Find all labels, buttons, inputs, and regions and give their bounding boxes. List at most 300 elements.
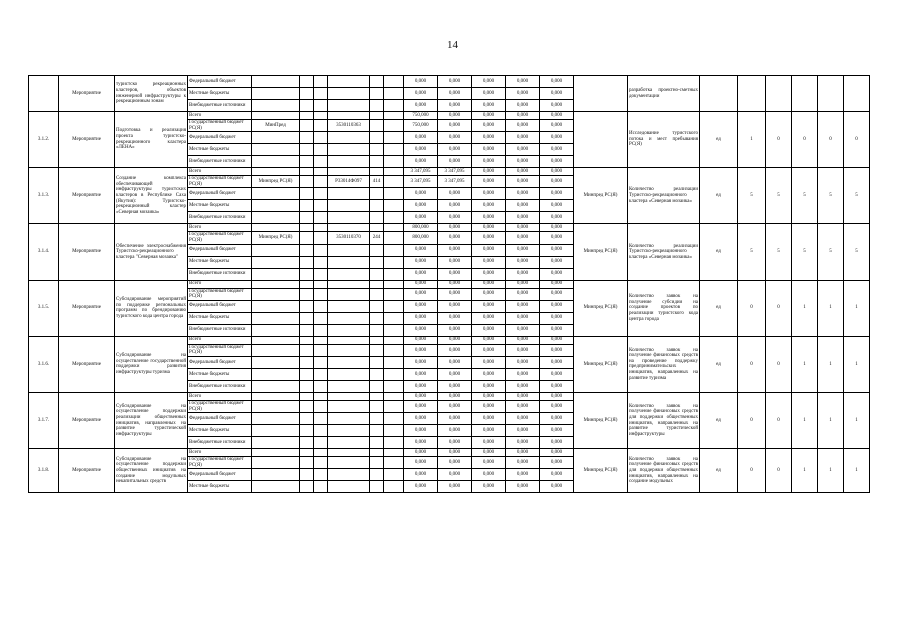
amount-year-2: 0,000 — [472, 168, 506, 176]
funding-source: Внебюджетные источники — [188, 380, 252, 392]
kbk-extra-cell — [384, 457, 404, 469]
funding-source: Федеральный бюджет — [188, 244, 252, 256]
kbk-extra-cell — [384, 481, 404, 493]
amount-year-3: 0,000 — [506, 76, 540, 88]
amount-year-4: 0,000 — [540, 212, 574, 224]
amount-year-4: 0,000 — [540, 324, 574, 336]
amount-year-2: 0,000 — [472, 232, 506, 244]
executor-cell — [252, 280, 300, 288]
indicator-target — [792, 76, 818, 112]
kbk-vr-cell — [370, 356, 384, 368]
kbk-rz-cell — [314, 212, 328, 224]
funding-source: Федеральный бюджет — [188, 132, 252, 144]
funding-source: Внебюджетные источники — [188, 212, 252, 224]
amount-year-4: 0,000 — [540, 256, 574, 268]
kbk-gr-cell — [300, 224, 314, 232]
funding-source: Федеральный бюджет — [188, 413, 252, 425]
indicator-target: 5 — [792, 224, 818, 280]
executor-cell — [252, 168, 300, 176]
kbk-vr-cell — [370, 256, 384, 268]
kbk-gr-cell — [300, 449, 314, 457]
kbk-extra-cell — [384, 120, 404, 132]
amount-year-4: 0,000 — [540, 112, 574, 120]
indicator-target: 1 — [844, 336, 870, 392]
amount-total: 0,000 — [404, 188, 438, 200]
kbk-gr-cell — [300, 244, 314, 256]
funding-source: Государственный бюджет РС(Я) — [188, 344, 252, 356]
kbk-rz-cell — [314, 112, 328, 120]
activity-type: Мероприятие — [59, 168, 115, 224]
kbk-rz-cell — [314, 392, 328, 400]
indicator-target: 1 — [738, 112, 766, 168]
indicator-unit — [700, 76, 738, 112]
kbk-gr-cell — [300, 392, 314, 400]
indicator-target: 1 — [792, 280, 818, 336]
indicator-target: 0 — [766, 449, 792, 493]
executor-cell — [252, 380, 300, 392]
kbk-csr-cell — [328, 469, 370, 481]
kbk-vr-cell — [370, 88, 384, 100]
amount-year-3: 0,000 — [506, 449, 540, 457]
amount-year-3: 0,000 — [506, 112, 540, 120]
indicator-name: Количество реализации Туристско-рекреационного кластера «Северная мозаика» — [628, 168, 700, 224]
amount-total: 0,000 — [404, 400, 438, 412]
kbk-gr-cell — [300, 336, 314, 344]
indicator-target — [738, 76, 766, 112]
kbk-vr-cell — [370, 344, 384, 356]
amount-year-1: 0,000 — [438, 76, 472, 88]
amount-year-3: 0,000 — [506, 437, 540, 449]
executor-cell — [252, 344, 300, 356]
amount-year-3: 0,000 — [506, 457, 540, 469]
kbk-gr-cell — [300, 368, 314, 380]
executor-cell — [252, 400, 300, 412]
amount-year-3: 0,000 — [506, 413, 540, 425]
activity-code: 3.1.5. — [29, 280, 59, 336]
kbk-csr-cell — [328, 188, 370, 200]
kbk-extra-cell — [384, 368, 404, 380]
kbk-rz-cell — [314, 481, 328, 493]
kbk-extra-cell — [384, 413, 404, 425]
kbk-extra-cell — [384, 132, 404, 144]
activity-name: Субсидирование на осуществление поддержки общественных инициатив на создание модульных некапитальных средств — [115, 449, 188, 493]
indicator-name: Количество заявок на получение финансовых средств на проведение поддержку предпринимательских инициатив, направленных на развитие туризма — [628, 336, 700, 392]
activity-type: Мероприятие — [59, 76, 115, 112]
amount-year-1: 0,000 — [438, 356, 472, 368]
kbk-extra-cell — [384, 400, 404, 412]
amount-total: 0,000 — [404, 156, 438, 168]
activity-name: Обеспечение электроснабжения Туристско-рекреационного кластера "Северная мозаика" — [115, 224, 188, 280]
activity-type: Мероприятие — [59, 280, 115, 336]
table-row — [29, 449, 870, 457]
indicator-target: 5 — [818, 224, 844, 280]
amount-total: 0,000 — [404, 380, 438, 392]
amount-year-2: 0,000 — [472, 356, 506, 368]
funding-source: Внебюджетные источники — [188, 437, 252, 449]
amount-total: 0,000 — [404, 425, 438, 437]
amount-year-2: 0,000 — [472, 100, 506, 112]
kbk-extra-cell — [384, 380, 404, 392]
amount-year-1: 0,000 — [438, 449, 472, 457]
activity-code: 3.1.6. — [29, 336, 59, 392]
kbk-vr-cell — [370, 168, 384, 176]
amount-year-4: 0,000 — [540, 76, 574, 88]
funding-source: Государственный бюджет РС(Я) — [188, 232, 252, 244]
kbk-vr-cell — [370, 336, 384, 344]
kbk-gr-cell — [300, 457, 314, 469]
amount-year-4: 0,000 — [540, 413, 574, 425]
funding-source: Федеральный бюджет — [188, 300, 252, 312]
amount-year-1: 3 347,095 — [438, 176, 472, 188]
amount-year-3: 0,000 — [506, 324, 540, 336]
amount-year-2: 0,000 — [472, 144, 506, 156]
amount-year-1: 0,000 — [438, 425, 472, 437]
amount-total: 3 347,095 — [404, 168, 438, 176]
amount-year-4: 0,000 — [540, 312, 574, 324]
amount-year-2: 0,000 — [472, 76, 506, 88]
kbk-csr-cell — [328, 212, 370, 224]
kbk-extra-cell — [384, 344, 404, 356]
kbk-rz-cell — [314, 324, 328, 336]
activity-type: Мероприятие — [59, 449, 115, 493]
funding-source: Государственный бюджет РС(Я) — [188, 457, 252, 469]
kbk-vr-cell — [370, 76, 384, 88]
amount-year-3: 0,000 — [506, 168, 540, 176]
amount-year-4: 0,000 — [540, 469, 574, 481]
kbk-gr-cell — [300, 344, 314, 356]
kbk-rz-cell — [314, 88, 328, 100]
responsible-executor: Минпред РС(Я) — [574, 224, 628, 280]
kbk-csr-cell — [328, 132, 370, 144]
activity-name: Субсидирование мероприятий по поддержке региональных программ по брендированию туристского кода центра города — [115, 280, 188, 336]
kbk-extra-cell — [384, 156, 404, 168]
kbk-extra-cell — [384, 112, 404, 120]
kbk-rz-cell — [314, 400, 328, 412]
kbk-extra-cell — [384, 449, 404, 457]
amount-year-3: 0,000 — [506, 280, 540, 288]
kbk-extra-cell — [384, 392, 404, 400]
amount-total: 0,000 — [404, 268, 438, 280]
kbk-csr-cell — [328, 88, 370, 100]
executor-cell — [252, 100, 300, 112]
kbk-rz-cell — [314, 132, 328, 144]
amount-total: 0,000 — [404, 76, 438, 88]
amount-total: 0,000 — [404, 469, 438, 481]
program-activities-table — [28, 75, 870, 493]
indicator-name: разработка проектно-сметных документации — [628, 76, 700, 112]
activity-code: 3.1.4. — [29, 224, 59, 280]
amount-total: 750,000 — [404, 112, 438, 120]
amount-year-4: 0,000 — [540, 280, 574, 288]
kbk-rz-cell — [314, 100, 328, 112]
kbk-csr-cell — [328, 168, 370, 176]
indicator-target: 5 — [818, 168, 844, 224]
indicator-target — [844, 76, 870, 112]
indicator-target: 0 — [738, 392, 766, 448]
kbk-csr-cell — [328, 356, 370, 368]
amount-year-3: 0,000 — [506, 344, 540, 356]
amount-year-2: 0,000 — [472, 280, 506, 288]
amount-year-4: 0,000 — [540, 188, 574, 200]
kbk-rz-cell — [314, 268, 328, 280]
amount-year-4: 0,000 — [540, 449, 574, 457]
kbk-extra-cell — [384, 176, 404, 188]
amount-year-4: 0,000 — [540, 88, 574, 100]
kbk-rz-cell — [314, 168, 328, 176]
kbk-vr-cell — [370, 425, 384, 437]
funding-source: Внебюджетные источники — [188, 324, 252, 336]
indicator-target: 1 — [818, 392, 844, 448]
amount-year-3: 0,000 — [506, 288, 540, 300]
kbk-vr-cell — [370, 132, 384, 144]
kbk-rz-cell — [314, 200, 328, 212]
amount-year-1: 0,000 — [438, 413, 472, 425]
executor-cell — [252, 188, 300, 200]
indicator-target: 5 — [738, 168, 766, 224]
kbk-csr-cell — [328, 392, 370, 400]
kbk-rz-cell — [314, 144, 328, 156]
indicator-target: 1 — [844, 280, 870, 336]
kbk-gr-cell — [300, 212, 314, 224]
kbk-gr-cell — [300, 400, 314, 412]
indicator-name: Количество заявок на получение финансовых средств для поддержки общественных инициатив, направленных на развитие туристической инфраструктуры — [628, 392, 700, 448]
funding-source: Местные бюджеты — [188, 312, 252, 324]
kbk-csr-cell — [328, 336, 370, 344]
executor-cell — [252, 212, 300, 224]
amount-year-3: 0,000 — [506, 481, 540, 493]
funding-source: Государственный бюджет РС(Я) — [188, 120, 252, 132]
amount-year-2: 0,000 — [472, 132, 506, 144]
kbk-gr-cell — [300, 356, 314, 368]
amount-year-2: 0,000 — [472, 300, 506, 312]
kbk-extra-cell — [384, 312, 404, 324]
responsible-executor — [574, 76, 628, 112]
amount-year-3: 0,000 — [506, 336, 540, 344]
indicator-unit: ед — [700, 392, 738, 448]
amount-total: 0,000 — [404, 324, 438, 336]
kbk-vr-cell — [370, 144, 384, 156]
kbk-gr-cell — [300, 324, 314, 336]
kbk-csr-cell — [328, 368, 370, 380]
amount-year-3: 0,000 — [506, 425, 540, 437]
amount-year-4: 0,000 — [540, 100, 574, 112]
indicator-target: 5 — [844, 168, 870, 224]
kbk-rz-cell — [314, 156, 328, 168]
kbk-extra-cell — [384, 232, 404, 244]
kbk-gr-cell — [300, 76, 314, 88]
amount-year-2: 0,000 — [472, 268, 506, 280]
kbk-extra-cell — [384, 76, 404, 88]
kbk-extra-cell — [384, 100, 404, 112]
executor-cell — [252, 413, 300, 425]
kbk-rz-cell — [314, 120, 328, 132]
amount-total: 0,000 — [404, 312, 438, 324]
amount-year-1: 0,000 — [438, 481, 472, 493]
amount-year-3: 0,000 — [506, 100, 540, 112]
amount-year-2: 0,000 — [472, 188, 506, 200]
amount-year-1: 0,000 — [438, 132, 472, 144]
responsible-executor: Минпред РС(Я) — [574, 392, 628, 448]
amount-year-3: 0,000 — [506, 244, 540, 256]
amount-year-4: 0,000 — [540, 288, 574, 300]
executor-cell — [252, 132, 300, 144]
activity-type: Мероприятие — [59, 112, 115, 168]
funding-source: Государственный бюджет РС(Я) — [188, 288, 252, 300]
kbk-extra-cell — [384, 336, 404, 344]
amount-year-2: 0,000 — [472, 112, 506, 120]
kbk-gr-cell — [300, 132, 314, 144]
executor-cell — [252, 457, 300, 469]
executor-cell — [252, 144, 300, 156]
amount-year-1: 0,000 — [438, 224, 472, 232]
indicator-target: 1 — [792, 336, 818, 392]
kbk-extra-cell — [384, 425, 404, 437]
amount-year-1: 0,000 — [438, 256, 472, 268]
executor-cell — [252, 481, 300, 493]
kbk-vr-cell — [370, 188, 384, 200]
kbk-vr-cell — [370, 449, 384, 457]
executor-cell — [252, 88, 300, 100]
table-row — [29, 224, 870, 232]
kbk-gr-cell — [300, 200, 314, 212]
kbk-rz-cell — [314, 356, 328, 368]
amount-total: 0,000 — [404, 449, 438, 457]
kbk-vr-cell — [370, 288, 384, 300]
kbk-gr-cell — [300, 312, 314, 324]
indicator-target: 0 — [792, 112, 818, 168]
kbk-vr-cell — [370, 224, 384, 232]
executor-cell — [252, 112, 300, 120]
amount-year-4: 0,000 — [540, 232, 574, 244]
responsible-executor — [574, 112, 628, 168]
amount-total: 0,000 — [404, 368, 438, 380]
amount-year-2: 0,000 — [472, 156, 506, 168]
amount-total: 800,000 — [404, 224, 438, 232]
kbk-extra-cell — [384, 324, 404, 336]
amount-year-3: 0,000 — [506, 356, 540, 368]
amount-year-2: 0,000 — [472, 413, 506, 425]
kbk-csr-cell — [328, 200, 370, 212]
kbk-vr-cell: 244 — [370, 232, 384, 244]
kbk-vr-cell — [370, 212, 384, 224]
amount-year-1: 0,000 — [438, 368, 472, 380]
amount-year-4: 0,000 — [540, 392, 574, 400]
amount-total: 0,000 — [404, 392, 438, 400]
kbk-rz-cell — [314, 288, 328, 300]
kbk-gr-cell — [300, 425, 314, 437]
amount-year-2: 0,000 — [472, 425, 506, 437]
funding-source: Местные бюджеты — [188, 481, 252, 493]
kbk-vr-cell — [370, 380, 384, 392]
amount-total: 0,000 — [404, 88, 438, 100]
kbk-rz-cell — [314, 244, 328, 256]
amount-year-1: 0,000 — [438, 336, 472, 344]
kbk-rz-cell — [314, 449, 328, 457]
amount-year-4: 0,000 — [540, 481, 574, 493]
kbk-gr-cell — [300, 188, 314, 200]
kbk-vr-cell — [370, 324, 384, 336]
amount-year-1: 0,000 — [438, 112, 472, 120]
funding-source: Местные бюджеты — [188, 368, 252, 380]
kbk-gr-cell — [300, 288, 314, 300]
kbk-gr-cell — [300, 100, 314, 112]
table-row — [29, 112, 870, 120]
indicator-target: 0 — [818, 112, 844, 168]
kbk-extra-cell — [384, 280, 404, 288]
kbk-vr-cell — [370, 200, 384, 212]
executor-cell — [252, 244, 300, 256]
amount-total: 0,000 — [404, 336, 438, 344]
indicator-target: 0 — [738, 336, 766, 392]
kbk-gr-cell — [300, 144, 314, 156]
amount-year-4: 0,000 — [540, 156, 574, 168]
kbk-vr-cell — [370, 368, 384, 380]
amount-year-2: 0,000 — [472, 88, 506, 100]
indicator-target: 0 — [766, 112, 792, 168]
amount-year-3: 0,000 — [506, 156, 540, 168]
indicator-target: 0 — [766, 336, 792, 392]
kbk-gr-cell — [300, 156, 314, 168]
executor-cell — [252, 324, 300, 336]
kbk-gr-cell — [300, 380, 314, 392]
activity-name: Субсидирование на осуществление государственной поддержки развития инфраструктуры туризма — [115, 336, 188, 392]
amount-year-2: 0,000 — [472, 437, 506, 449]
kbk-rz-cell — [314, 176, 328, 188]
kbk-csr-cell — [328, 380, 370, 392]
kbk-csr-cell — [328, 112, 370, 120]
kbk-gr-cell — [300, 88, 314, 100]
kbk-csr-cell — [328, 400, 370, 412]
kbk-extra-cell — [384, 437, 404, 449]
indicator-target: 0 — [766, 392, 792, 448]
kbk-csr-cell — [328, 312, 370, 324]
amount-year-1: 0,000 — [438, 188, 472, 200]
amount-year-1: 0,000 — [438, 380, 472, 392]
funding-source: Местные бюджеты — [188, 144, 252, 156]
indicator-name: Количество заявок на получение финансовых средств для поддержки общественных инициатив, направленных на создание модульных — [628, 449, 700, 493]
kbk-csr-cell — [328, 457, 370, 469]
kbk-rz-cell — [314, 224, 328, 232]
amount-year-1: 0,000 — [438, 144, 472, 156]
indicator-unit: ед — [700, 280, 738, 336]
executor-cell — [252, 76, 300, 88]
funding-source: Государственный бюджет РС(Я) — [188, 400, 252, 412]
kbk-gr-cell — [300, 112, 314, 120]
amount-year-4: 0,000 — [540, 380, 574, 392]
kbk-csr-cell — [328, 156, 370, 168]
amount-year-3: 0,000 — [506, 212, 540, 224]
amount-year-2: 0,000 — [472, 212, 506, 224]
amount-year-2: 0,000 — [472, 120, 506, 132]
responsible-executor: Минпред РС(Я) — [574, 280, 628, 336]
kbk-vr-cell — [370, 280, 384, 288]
amount-year-1: 0,000 — [438, 324, 472, 336]
kbk-vr-cell — [370, 392, 384, 400]
indicator-target: 5 — [766, 224, 792, 280]
amount-year-3: 0,000 — [506, 380, 540, 392]
kbk-vr-cell — [370, 437, 384, 449]
kbk-rz-cell — [314, 188, 328, 200]
indicator-name: Исследование туристского потока и мест пребывания РС(Я) — [628, 112, 700, 168]
responsible-executor: Минпред РС(Я) — [574, 336, 628, 392]
amount-year-1: 0,000 — [438, 244, 472, 256]
kbk-vr-cell — [370, 469, 384, 481]
indicator-name: Количество реализации Туристско-рекреационного кластера «Северная мозаика» — [628, 224, 700, 280]
kbk-rz-cell — [314, 232, 328, 244]
activity-name: Субсидирование на осуществление поддержки реализации общественных инициатив, направленных на развитие туристической инфраструктуры — [115, 392, 188, 448]
indicator-target: 1 — [818, 449, 844, 493]
kbk-rz-cell — [314, 300, 328, 312]
